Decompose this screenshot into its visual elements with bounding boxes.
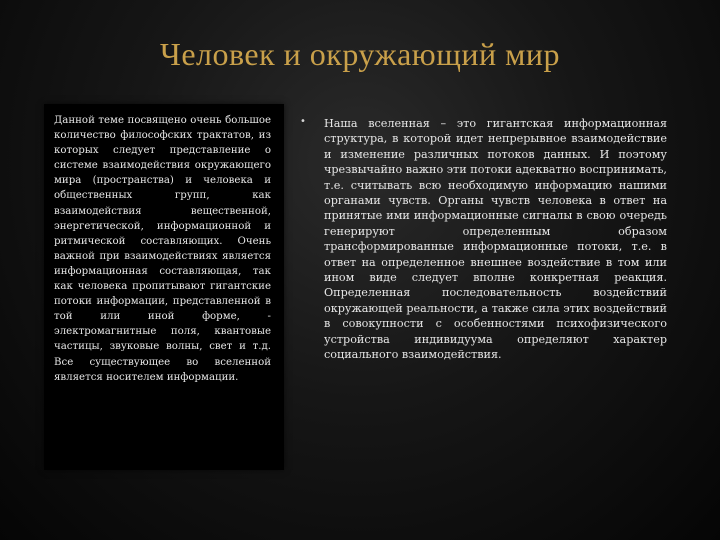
- slide-title: Человек и окружающий мир: [160, 36, 560, 72]
- bullet-icon: •: [300, 116, 306, 127]
- right-paragraph: Наша вселенная – это гигантская информационная структура, в которой идет непрерывное взаимодействие и изменение различных потоков данных. И поэтому чрезвычайно важно эти потоки адекватно воспринимать, т.е. считывать всю необходимую информацию нашими органами чувств. Органы чувств человека в ответ на принятые ими информационные сигналы в свою очередь генерируют определенным образом трансформированные информационные потоки, т.е. в ответ на определенное внешнее воздействие в том или ином виде следует вполне конкретная реакция. Определенная последовательность воздействий окружающей реальности, а также сила этих воздействий в совокупности с особенностями психофизического устройства индивидуума определяют характер социального взаимодействия.: [324, 117, 667, 362]
- left-paragraph: Данной теме посвящено очень большое количество философских трактатов, из которых следует представление о системе взаимодействия окружающего мира (пространства) и человека и общественных групп, как взаимодействия вещественной, энергетической, информационной и ритмической составляющих. Очень важной при взаимодействиях является информационная составляющая, так как человека пропитывают гигантские потоки информации, представленной в той или иной форме, - электромагнитные поля, квантовые частицы, звуковые волны, свет и т.д. Все существующее во вселенной является носителем информации.: [54, 115, 271, 383]
